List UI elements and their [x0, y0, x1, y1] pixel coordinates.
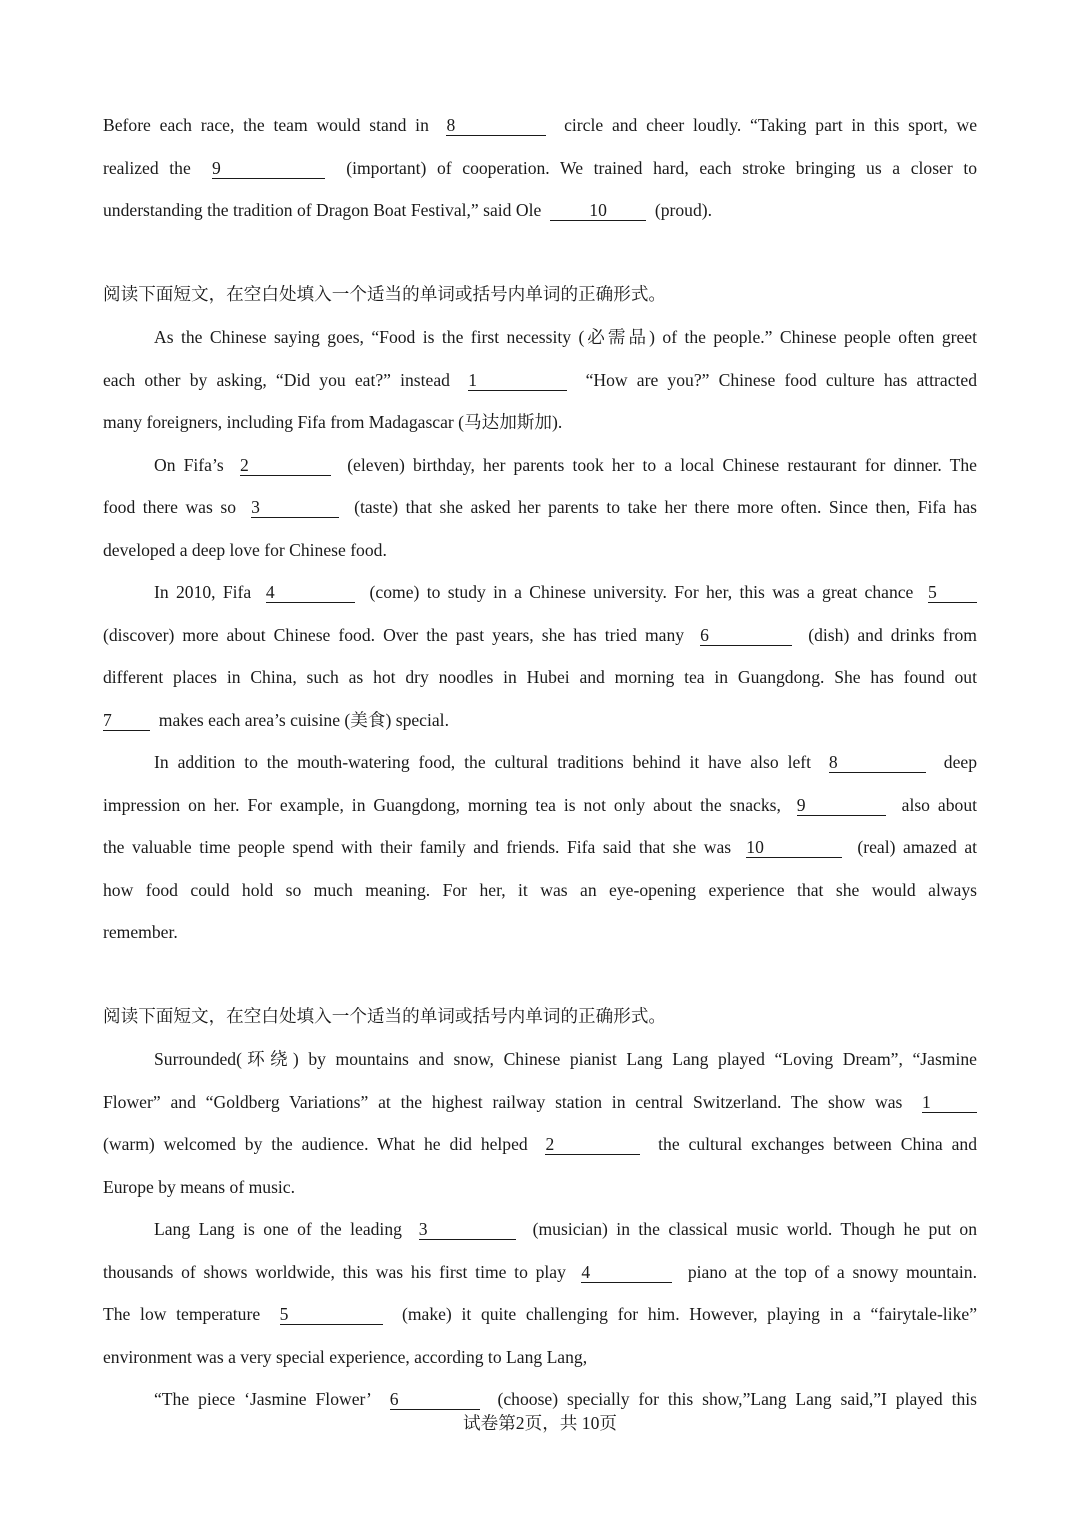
text-line — [103, 911, 977, 954]
line-text: each other by asking, “Did you eat?” instead — [103, 369, 450, 390]
line-text: Surrounded(环绕) by mountains and snow, Chinese pianist Lang Lang played “Loving Dream”, “Jasmine — [154, 1049, 977, 1069]
line-text: different places in China, such as hot dry noodles in Hubei and morning tea in Guangdong. She has found out — [103, 667, 977, 687]
line-text: realized the — [103, 157, 191, 178]
line-text: (musician) in the classical music world. Though he put on — [532, 1219, 977, 1239]
answer-blank[interactable]: 9 — [212, 159, 325, 179]
page-footer: 试卷第2页，共 10页 — [463, 1413, 617, 1433]
text-line — [103, 1166, 977, 1209]
text-line — [103, 1293, 977, 1336]
answer-blank[interactable]: 4 — [266, 583, 355, 603]
line-text: (make) it quite challenging for him. However, playing in a “fairytale-like” — [401, 1304, 977, 1324]
text-line — [103, 529, 977, 572]
instruction-line — [103, 274, 977, 317]
line-text: “The piece ‘Jasmine Flower’ — [154, 1389, 372, 1409]
line-text: (discover) more about Chinese food. Over the past years, she has tried many — [103, 624, 685, 645]
line-text: The low temperature — [103, 1304, 261, 1324]
text-line — [103, 1251, 977, 1294]
line-text: many foreigners, including Fifa from Madagascar (马达加斯加). — [103, 412, 563, 432]
line-text: (eleven) birthday, her parents took her to a local Chinese restaurant for dinner. The — [347, 454, 977, 475]
line-text: (real) amazed at — [857, 837, 977, 857]
line-text: (come) to study in a Chinese university. For her, this was a great chance — [369, 582, 914, 602]
line-text: deep — [943, 752, 977, 772]
text-line — [103, 656, 977, 699]
line-text: understanding the tradition of Dragon Boat Festival,” said Ole — [103, 200, 542, 220]
line-text: (important) of cooperation. We trained hard, each stroke bringing us a closer to — [346, 157, 977, 178]
answer-blank[interactable]: 6 — [390, 1390, 480, 1410]
line-text: Flower” and “Goldberg Variations” at the highest railway station in central Switzerland. The show was — [103, 1091, 903, 1112]
answer-blank[interactable]: 10 — [746, 838, 842, 858]
answer-blank[interactable]: 8 — [446, 116, 546, 136]
line-text: environment was a very special experience, according to Lang Lang, — [103, 1346, 588, 1367]
answer-blank[interactable]: 9 — [797, 796, 886, 816]
answer-blank[interactable]: 5 — [280, 1305, 383, 1325]
text-line — [103, 316, 977, 359]
line-text: remember. — [103, 922, 178, 942]
line-text: In addition to the mouth-watering food, the cultural traditions behind it have also left — [154, 752, 812, 772]
line-text: 阅读下面短文，在空白处填入一个适当的单词或括号内单词的正确形式。 — [103, 1006, 667, 1027]
answer-blank[interactable]: 7 — [103, 711, 150, 731]
answer-blank[interactable]: 1 — [468, 371, 567, 391]
answer-blank[interactable]: 4 — [581, 1263, 672, 1283]
line-text: thousands of shows worldwide, this was his first time to play — [103, 1261, 566, 1282]
line-text: As the Chinese saying goes, “Food is the first necessity (必需品) of the people.” Chinese people often greet — [154, 327, 977, 347]
text-line — [103, 444, 977, 487]
line-text: Europe by means of music. — [103, 1176, 296, 1197]
answer-blank[interactable]: 1 — [922, 1093, 977, 1113]
line-text: how food could hold so much meaning. For her, it was an eye-opening experience that she would always — [103, 879, 977, 900]
line-text: makes each area’s cuisine (美食) special. — [158, 709, 449, 730]
line-text: On Fifa’s — [154, 454, 224, 475]
line-text: also about — [901, 794, 977, 815]
text-line — [103, 359, 977, 402]
answer-blank[interactable]: 5 — [928, 583, 977, 603]
line-text: “How are you?” Chinese food culture has attracted — [585, 369, 977, 390]
text-line — [103, 1208, 977, 1251]
line-text: Before each race, the team would stand in — [103, 115, 429, 135]
answer-blank[interactable]: 3 — [419, 1220, 516, 1240]
line-text: (choose) specially for this show,”Lang Lang said,”I played this — [497, 1389, 977, 1409]
line-text: In 2010, Fifa — [154, 582, 252, 602]
line-text: food there was so — [103, 497, 236, 517]
answer-blank[interactable]: 8 — [829, 753, 926, 773]
line-text: circle and cheer loudly. “Taking part in this sport, we — [564, 115, 977, 135]
answer-blank[interactable]: 3 — [251, 498, 339, 518]
answer-blank[interactable]: 2 — [545, 1135, 640, 1155]
text-line — [103, 784, 977, 827]
text-line — [103, 741, 977, 784]
line-text: piano at the top of a snowy mountain. — [687, 1261, 977, 1282]
line-text: impression on her. For example, in Guangdong, morning tea is not only about the snacks, — [103, 794, 781, 815]
answer-blank[interactable]: 2 — [240, 456, 331, 476]
text-line — [103, 486, 977, 529]
line-text: 阅读下面短文，在空白处填入一个适当的单词或括号内单词的正确形式。 — [103, 284, 667, 305]
line-text: (taste) that she asked her parents to take her there more often. Since then, Fifa has — [354, 497, 977, 517]
line-text: the valuable time people spend with their family and friends. Fifa said that she was — [103, 837, 732, 857]
text-line — [103, 571, 977, 614]
text-line — [103, 189, 977, 232]
line-text: (dish) and drinks from — [808, 624, 977, 645]
line-text: (proud). — [654, 200, 713, 220]
text-line — [103, 614, 977, 657]
text-line — [103, 104, 977, 147]
section-gap — [103, 954, 977, 996]
section-gap — [103, 232, 977, 274]
text-line — [103, 147, 977, 190]
text-line — [103, 401, 977, 444]
text-line — [103, 1336, 977, 1379]
line-text: (warm) welcomed by the audience. What he did helped — [103, 1134, 528, 1154]
line-text: the cultural exchanges between China and — [658, 1134, 977, 1154]
instruction-line — [103, 996, 977, 1039]
text-line — [103, 699, 977, 742]
text-line — [103, 1038, 977, 1081]
document-body — [103, 104, 977, 1421]
answer-blank[interactable]: 6 — [700, 626, 792, 646]
line-text: developed a deep love for Chinese food. — [103, 539, 387, 560]
answer-blank[interactable]: 10 — [550, 201, 646, 221]
text-line — [103, 869, 977, 912]
text-line — [103, 1081, 977, 1124]
text-line — [103, 826, 977, 869]
line-text: Lang Lang is one of the leading — [154, 1219, 402, 1239]
text-line — [103, 1123, 977, 1166]
